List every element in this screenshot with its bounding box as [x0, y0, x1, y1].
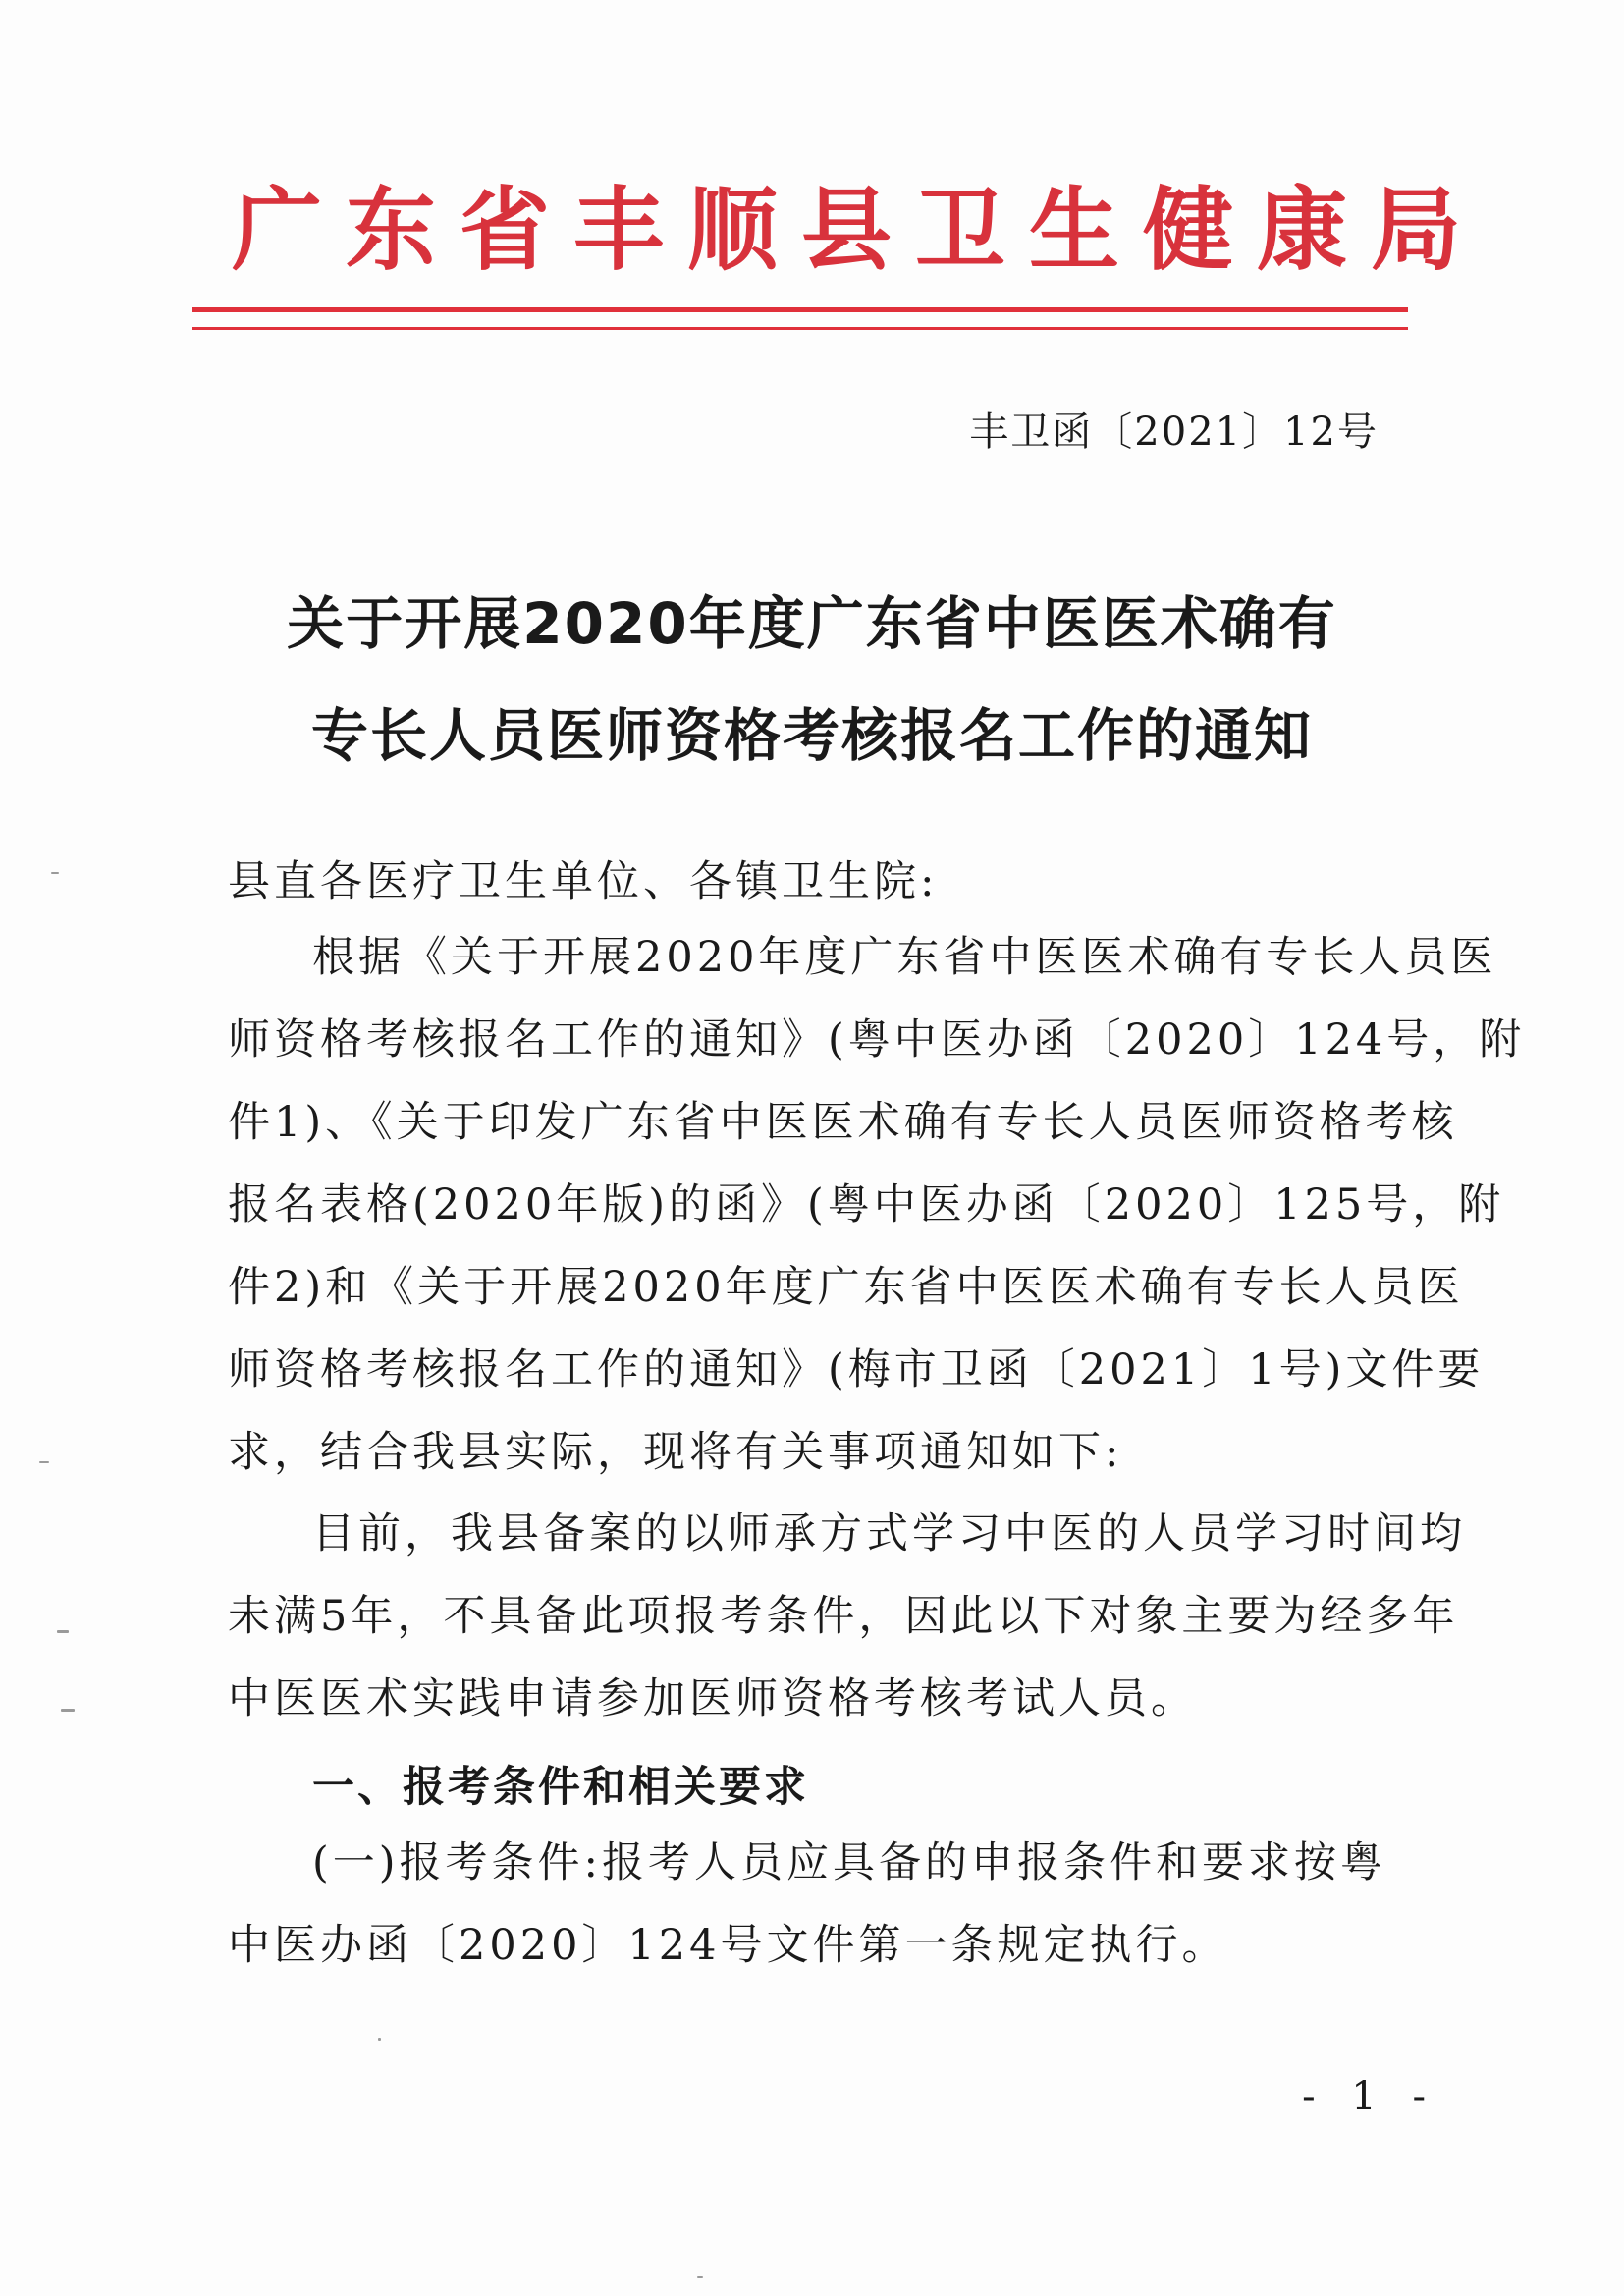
letterhead-rule-thin [192, 327, 1408, 330]
document-title-line-1: 关于开展2020年度广东省中医医术确有 [287, 590, 1337, 657]
document-title-line-2: 专长人员医师资格考核报名工作的通知 [310, 702, 1313, 769]
paragraph-line: 未满5年，不具备此项报考条件，因此以下对象主要为经多年 [228, 1592, 1459, 1641]
paragraph-line: 报名表格(2020年版)的函》(粤中医办函〔2020〕125号，附 [228, 1180, 1505, 1230]
paragraph-line: (一)报考条件:报考人员应具备的申报条件和要求按粤 [312, 1838, 1387, 1887]
paragraph-line: 师资格考核报名工作的通知》(梅市卫函〔2021〕1号)文件要 [228, 1345, 1485, 1394]
salutation: 县直各医疗卫生单位、各镇卫生院: [228, 857, 939, 906]
scan-speck [57, 1630, 69, 1633]
section-heading: 一、报考条件和相关要求 [312, 1763, 809, 1812]
scan-speck [61, 1709, 75, 1712]
paragraph-line: 根据《关于开展2020年度广东省中医医术确有专长人员医 [312, 933, 1497, 982]
scan-speck [51, 872, 59, 874]
paragraph-line: 件1)、《关于印发广东省中医医术确有专长人员医师资格考核 [228, 1098, 1458, 1147]
paragraph-line: 中医办函〔2020〕124号文件第一条规定执行。 [228, 1921, 1228, 1970]
scan-speck [39, 1461, 49, 1463]
paragraph-line: 中医医术实践申请参加医师资格考核考试人员。 [228, 1674, 1197, 1723]
paragraph-line: 师资格考核报名工作的通知》(粤中医办函〔2020〕124号，附 [228, 1015, 1526, 1065]
scan-speck [378, 2038, 381, 2041]
letterhead-org-name: 广东省丰顺县卫生健康局 [232, 177, 1486, 283]
letterhead-rule-thick [192, 307, 1408, 312]
page-number: - 1 - [1302, 2074, 1437, 2119]
paragraph-line: 件2)和《关于开展2020年度广东省中医医术确有专长人员医 [228, 1263, 1464, 1312]
paragraph-line: 求，结合我县实际，现将有关事项通知如下: [228, 1428, 1123, 1477]
paragraph-line: 目前，我县备案的以师承方式学习中医的人员学习时间均 [312, 1509, 1466, 1558]
scan-speck [697, 2276, 703, 2278]
document-number: 丰卫函〔2021〕12号 [969, 410, 1379, 455]
